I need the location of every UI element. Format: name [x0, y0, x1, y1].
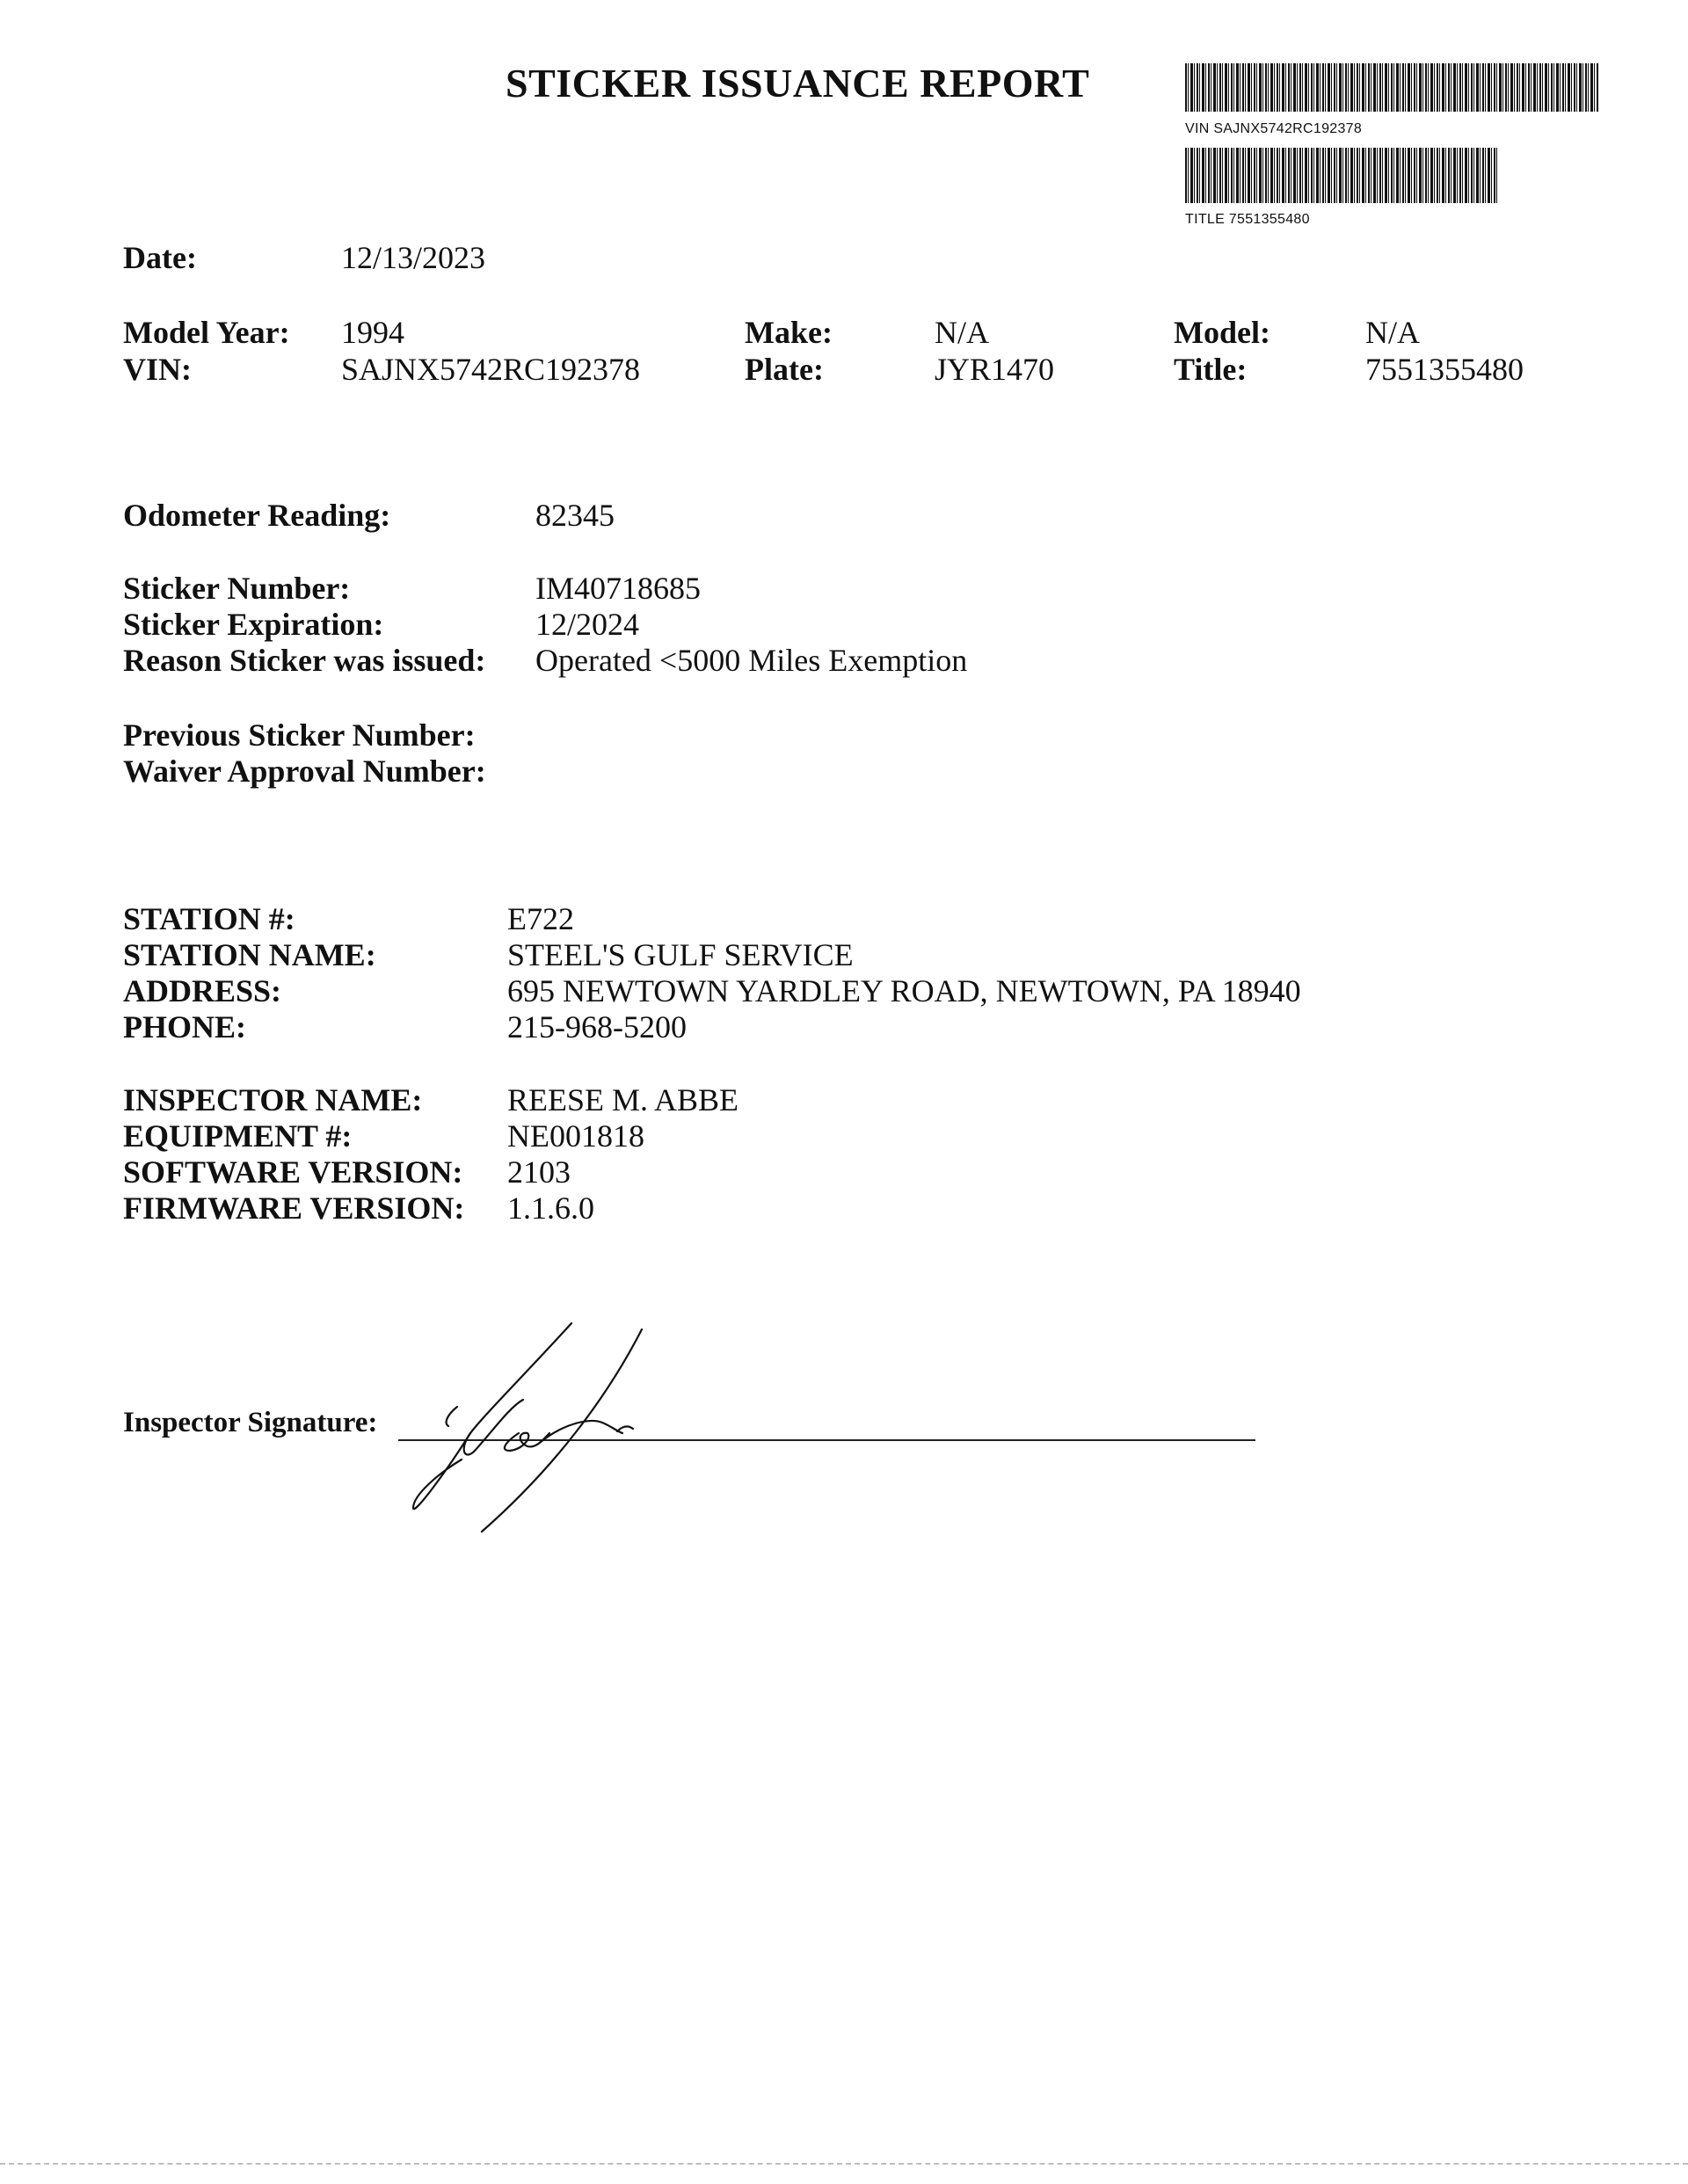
- sticker-number-label: Sticker Number:: [123, 571, 351, 606]
- model-value: N/A: [1365, 315, 1420, 350]
- signature-label: Inspector Signature:: [123, 1407, 378, 1438]
- station-address-value: 695 NEWTOWN YARDLEY ROAD, NEWTOWN, PA 18940: [507, 973, 1301, 1008]
- plate-label: Plate:: [745, 352, 824, 387]
- vin-value: SAJNX5742RC192378: [341, 352, 641, 387]
- vin-barcode-caption: VIN SAJNX5742RC192378: [1185, 121, 1363, 136]
- inspector-name-label: INSPECTOR NAME:: [123, 1082, 423, 1117]
- vin-barcode: [1185, 63, 1598, 112]
- station-name-label: STATION NAME:: [123, 937, 376, 972]
- equipment-label: EQUIPMENT #:: [123, 1118, 353, 1154]
- equipment-value: NE001818: [507, 1118, 644, 1154]
- sticker-reason-value: Operated <5000 Miles Exemption: [535, 643, 968, 678]
- firmware-version-value: 1.1.6.0: [507, 1190, 594, 1226]
- firmware-version-label: FIRMWARE VERSION:: [123, 1190, 465, 1226]
- odometer-value: 82345: [535, 498, 615, 533]
- station-number-label: STATION #:: [123, 901, 295, 936]
- title-barcode-caption: TITLE 7551355480: [1185, 212, 1310, 227]
- title-label: Title:: [1174, 352, 1248, 387]
- model-year-value: 1994: [341, 315, 404, 350]
- make-value: N/A: [935, 315, 989, 350]
- previous-sticker-label: Previous Sticker Number:: [123, 717, 476, 753]
- date-value: 12/13/2023: [341, 240, 486, 275]
- odometer-label: Odometer Reading:: [123, 498, 391, 533]
- software-version-value: 2103: [507, 1154, 571, 1190]
- handwritten-signature-icon: [387, 1319, 677, 1539]
- sticker-reason-label: Reason Sticker was issued:: [123, 643, 486, 678]
- station-address-label: ADDRESS:: [123, 973, 282, 1008]
- model-label: Model:: [1174, 315, 1270, 350]
- station-name-value: STEEL'S GULF SERVICE: [507, 937, 854, 972]
- software-version-label: SOFTWARE VERSION:: [123, 1154, 463, 1190]
- bottom-scan-edge: [0, 2163, 1688, 2165]
- title-value: 7551355480: [1365, 352, 1524, 387]
- model-year-label: Model Year:: [123, 315, 290, 350]
- sticker-expiration-label: Sticker Expiration:: [123, 607, 384, 642]
- waiver-approval-label: Waiver Approval Number:: [123, 753, 486, 789]
- vin-label: VIN:: [123, 352, 192, 387]
- station-number-value: E722: [507, 901, 574, 936]
- inspector-name-value: REESE M. ABBE: [507, 1082, 739, 1117]
- sticker-number-value: IM40718685: [535, 571, 701, 606]
- station-phone-value: 215-968-5200: [507, 1009, 687, 1045]
- plate-value: JYR1470: [935, 352, 1055, 387]
- date-label: Date:: [123, 240, 197, 275]
- make-label: Make:: [745, 315, 833, 350]
- page-title: STICKER ISSUANCE REPORT: [506, 61, 1090, 106]
- station-phone-label: PHONE:: [123, 1009, 246, 1045]
- sticker-expiration-value: 12/2024: [535, 607, 640, 642]
- title-barcode: [1185, 148, 1497, 203]
